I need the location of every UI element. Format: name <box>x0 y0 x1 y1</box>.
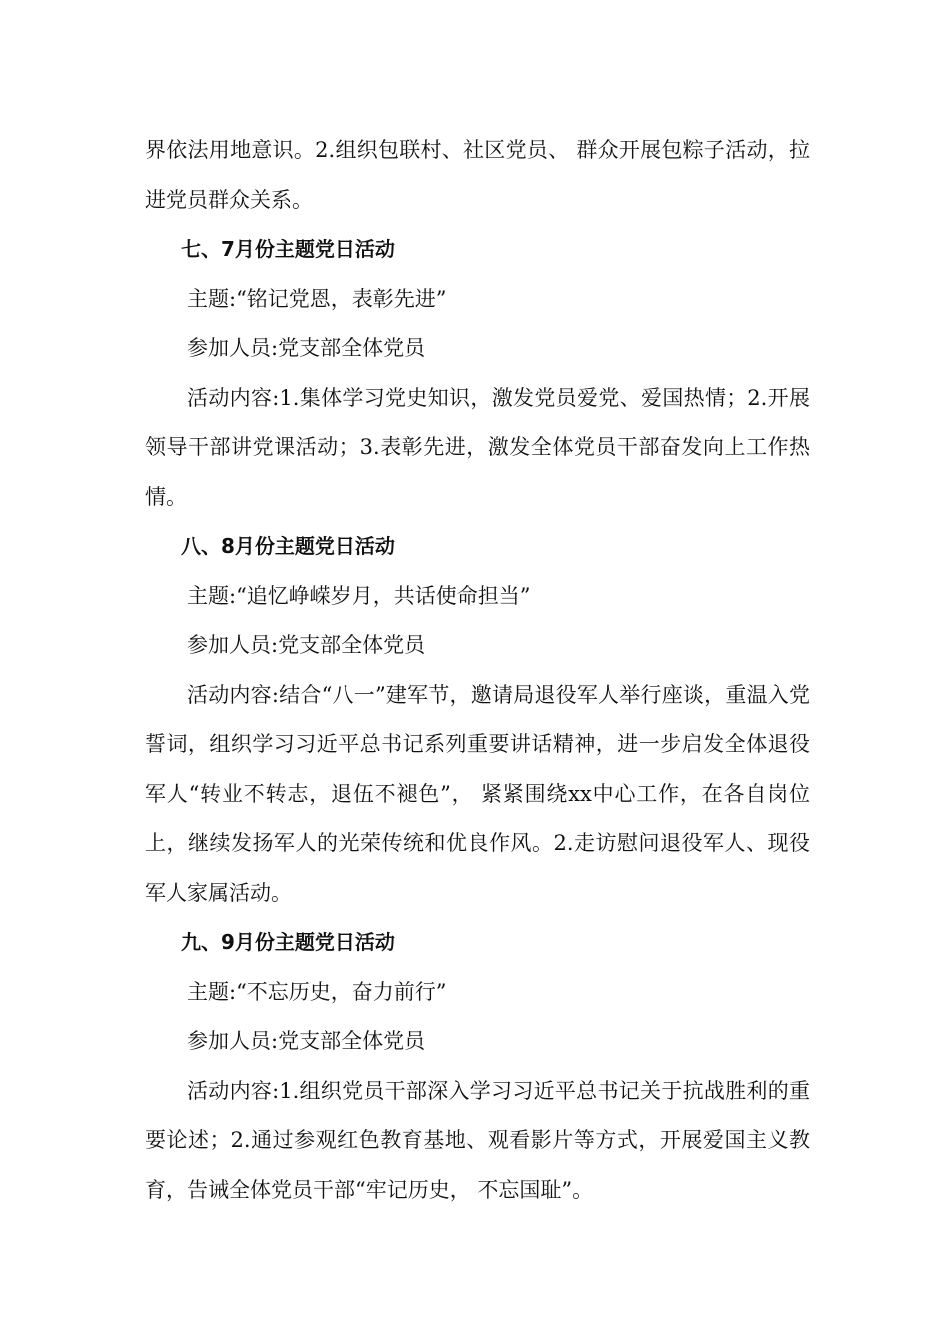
intro-continuation: 界依法用地意识。2.组织包联村、社区党员、 群众开展包粽子活动，拉进党员群众关系。 <box>145 138 810 212</box>
section-heading: 七、7月份主题党日活动 <box>181 237 395 261</box>
section-participants: 参加人员:党支部全体党员 <box>187 1029 426 1053</box>
section-theme: 主题:“追忆峥嵘岁月，共话使命担当” <box>187 583 531 608</box>
section-july <box>145 225 810 522</box>
section-august <box>145 522 810 918</box>
section-theme: 主题:“不忘历史，奋力前行” <box>187 979 447 1004</box>
document-page <box>145 126 810 1215</box>
section-content: 活动内容:1.组织党员干部深入学习习近平总书记关于抗战胜利的重要论述；2.通过参观红色教育基地、观看影片等方式，开展爱国主义教育，告诫全体党员干部“牢记历史， 不忘国耻”。 <box>145 1078 810 1202</box>
section-content: 活动内容:1.集体学习党史知识，激发党员爱党、爱国热情；2.开展领导干部讲党课活动；3.表彰先进，激发全体党员干部奋发向上工作热情。 <box>145 385 810 509</box>
section-heading: 九、9月份主题党日活动 <box>181 930 395 954</box>
section-participants: 参加人员:党支部全体党员 <box>187 633 426 657</box>
section-content: 活动内容:结合“八一”建军节，邀请局退役军人举行座谈，重温入党誓词，组织学习习近平总书记系列重要讲话精神，进一步启发全体退役军人“转业不转志，退伍不褪色”， 紧紧围绕xx中心工作，在各自岗位上，继续发扬军人的光荣传统和优良作风。2.走访慰问退役军人、现役军人家属活动。 <box>145 682 810 905</box>
section-september <box>145 918 810 1215</box>
section-heading: 八、8月份主题党日活动 <box>181 534 395 558</box>
section-theme: 主题:“铭记党恩，表彰先进” <box>187 286 447 311</box>
section-participants: 参加人员:党支部全体党员 <box>187 336 426 360</box>
